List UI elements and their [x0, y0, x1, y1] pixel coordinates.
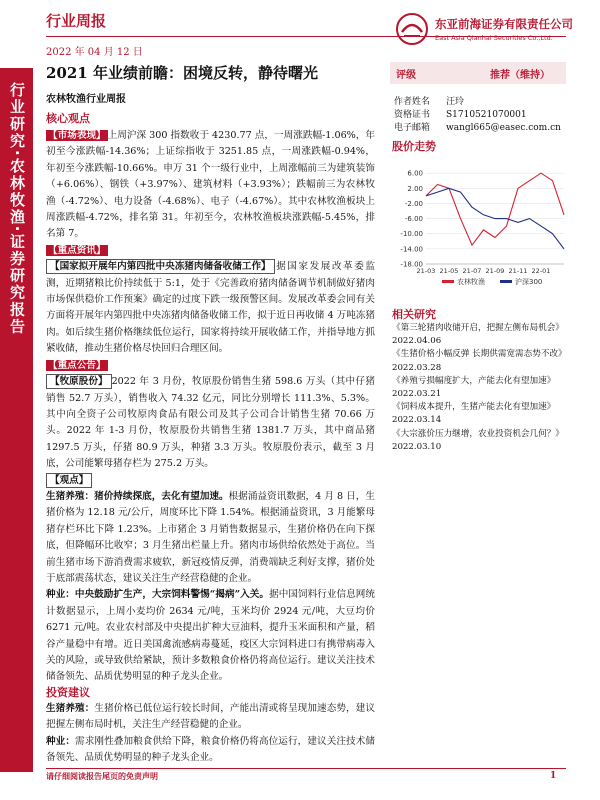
- chart-series: [426, 173, 564, 249]
- header-divider: [46, 36, 566, 37]
- company-logo: [395, 12, 573, 46]
- x-tick-label: 21-03: [416, 267, 436, 275]
- sidebar-band: [0, 68, 33, 772]
- legend-label: 农林牧渔: [457, 278, 485, 286]
- y-tick-label: -6.00: [404, 215, 423, 224]
- chart-legend: [442, 277, 542, 286]
- view-tag: 【观点】: [46, 473, 92, 488]
- analyst-email[interactable]: wangl665@easec.com.cn: [446, 123, 561, 133]
- inv-pig-text: 生猪价格已低位运行较长时间，产能出清或将呈现加速态势，建议把握左侧布局时机，关注生产经营稳健的企业。: [46, 703, 376, 731]
- analyst-value: S1710521070001: [446, 110, 527, 120]
- market-tag: 【市场表现】: [48, 130, 106, 141]
- announce-tag: 【重点公告】: [48, 359, 106, 371]
- x-tick-label: 21-09: [485, 267, 505, 275]
- inv-seed-label: 种业：: [46, 735, 76, 747]
- market-text: 上周沪深 300 指数收于 4230.77 点，一周涨跌幅-1.06%，年初至今涨跌幅-14.36%；上证综指收于 3251.85 点，一周涨跌幅-0.94%，年初至今涨跌幅-10.66%。申万 31 个一级行业中，上周涨幅前三为建筑装饰（+6.06%）、钢铁（+3.97%）、建筑材料（+3.93%）；跌幅前三为农林牧渔（-4.72%）、电力设备（-4.68%）、电子（-4.67%）。其中农林牧渔板块上周涨跌幅-4.72%，排名第 31。年初至今，农林牧渔板块涨跌幅-5.45%，排名第 7。: [46, 130, 376, 240]
- analyst-info: [394, 96, 564, 135]
- investment-body: [46, 701, 375, 767]
- page-title: 2021 年业绩前瞻：困境反转，静待曙光: [46, 64, 318, 82]
- pig-label: 生猪养殖：: [46, 490, 95, 502]
- seed-text: 据中国饲料行业信息网统计数据显示，上周小麦均价 2634 元/吨，玉米均价 2924 元/吨，大豆均价 6271 元/吨。农业农村部及中央提出扩种大豆油料，提升玉米面积和产量，稻谷产量稳中有增。近日美国禽流感病毒蔓延，疫区大宗饲料进口有携带病毒入关的风险，或导致供给紧缺，预计多数粮食价格仍将高位运行。建议关注技术储备领先、品质优势明显的种子龙头企业。: [46, 589, 376, 683]
- inv-seed-paragraph: [46, 734, 375, 767]
- related-item[interactable]: 《饲料成本提升，生猪产能去化有望加速》2022.03.14: [392, 402, 556, 426]
- analyst-row: [394, 96, 564, 109]
- core-view-body: [46, 128, 375, 686]
- focus-heading-line: [46, 243, 375, 259]
- sidebar-text: 行业研究·农林牧渔·证券研究报告: [8, 82, 26, 336]
- logo-en: East Asia Qianhai Securities Co.,Ltd.: [435, 34, 553, 42]
- analyst-key: 作者姓名: [394, 97, 431, 107]
- pig-paragraph: [46, 489, 375, 587]
- related-item[interactable]: 《大宗涨价压力继增，农业投资机会几何？》2022.03.10: [392, 428, 564, 452]
- y-tick-label: -2.00: [404, 199, 423, 208]
- pig-bold: 猪价持续探底，去化有望加速。: [94, 490, 229, 502]
- rating-label: 评级: [396, 69, 416, 81]
- inv-pig-paragraph: [46, 701, 375, 734]
- stock-trend-chart: [392, 152, 567, 292]
- page-subtitle: 农林牧渔行业周报: [46, 94, 126, 105]
- y-tick-label: 6.00: [407, 169, 423, 178]
- footer-divider: [46, 768, 566, 769]
- focus-paragraph: [46, 259, 375, 357]
- chart-y-axis: [400, 170, 423, 269]
- announce-box: 【牧原股份】: [46, 374, 112, 389]
- related-list: [392, 322, 566, 454]
- logo-emblem-icon: [395, 12, 429, 46]
- rating-row: [390, 62, 566, 84]
- x-tick-label: 21-05: [439, 267, 459, 275]
- analyst-row: [394, 122, 564, 135]
- legend-label: 沪深300: [515, 278, 543, 286]
- pig-text: 根据涌益资讯数据，4 月 8 日，生猪价格为 12.18 元/公斤，周度环比下降 1.54%。根据涌益资讯，3 月能繁母猪存栏环比下降 1.23%。上市猪企 3 月销售数据显示，生猪价格仍在向下探底，但降幅环比收窄；3 月生猪出栏量上升。猪肉市场供给依然处于高位。当前生猪市场下游消费需求疲软，新冠疫情反弹，消费端缺乏利好支撑，猪价处于底部震荡状态，建议关注生产经营稳健的企业。: [46, 490, 376, 584]
- x-tick-label: 21-07: [462, 267, 482, 275]
- legend-swatch: [442, 280, 454, 283]
- related-item[interactable]: 《生猪价格小幅反弹 长期供需宽需态势不改》2022.03.28: [392, 349, 563, 373]
- announce-paragraph: [46, 374, 375, 472]
- related-item[interactable]: 《第三轮猪肉收储开启，把握左侧布局机会》2022.04.06: [392, 323, 564, 347]
- investment-heading: 投资建议: [46, 686, 90, 699]
- announce-text: 2022 年 3 月份，牧原股份销售生猪 598.6 万头（其中仔猪销售 52.7 万头），销售收入 74.32 亿元，同比分别增长 111.3%、5.3%。其中向全资子公司牧原肉食品有限公司及其子公司合计销售生猪 70.66 万头。2022 年 1-3 月份，牧原股份共销售生猪 1381.7 万头，其中商品猪 1297.5 万头，仔猪 80.9 万头，种猪 3.3 万头。牧原股份表示，截至 3 月底，公司能繁母猪存栏为 275.2 万头。: [46, 376, 375, 470]
- core-view-heading: 核心观点: [46, 112, 90, 125]
- seed-paragraph: [46, 587, 375, 685]
- announce-heading-line: [46, 358, 375, 374]
- seed-bold: 中央鼓励扩生产，大宗饲料警惕“揭病”入关。: [74, 589, 270, 601]
- focus-tag: 【重点资讯】: [48, 244, 106, 256]
- focus-text: 据国家发展改革委监测，近期猪粮比价持续低于 5:1，处于《完善政府猪肉储备调节机制做好猪肉市场保供稳价工作预案》确定的过度下跌一级预警区间。发展改革委会同有关方面将开展年内第四批中央冻猪肉储备收储工作，拟于近日再收储 4 万吨冻猪肉。如后续生猪价格继续低位运行，国家将持续开展收储工作，并指导地方抓紧收储，推动生猪价格尽快回归合理区间。: [46, 261, 375, 355]
- chart-x-axis: [417, 267, 551, 275]
- footer-disclaimer: 请仔细阅读报告尾页的免责声明: [46, 771, 158, 781]
- view-heading-line: [46, 473, 375, 489]
- inv-seed-text: 需求刚性叠加粮食供给下降，粮食价格仍将高位运行，建议关注技术储备领先、品质优势明显的种子龙头企业。: [46, 735, 376, 764]
- stock-trend-heading: 股价走势: [392, 140, 436, 153]
- analyst-key: 电子邮箱: [394, 123, 431, 133]
- analyst-value: 汪玲: [446, 97, 465, 107]
- y-tick-label: 2.00: [407, 184, 423, 193]
- seed-label: 种业：: [46, 589, 75, 601]
- series-line: [426, 173, 564, 245]
- y-tick-label: -18.00: [400, 260, 423, 269]
- x-tick-label: 21-11: [508, 267, 528, 275]
- market-paragraph: [46, 128, 375, 243]
- y-tick-label: -14.00: [400, 245, 423, 254]
- logo-cn: 东亚前海证券有限责任公司: [435, 17, 573, 31]
- inv-pig-label: 生猪养殖：: [46, 703, 95, 714]
- report-date: 2022 年 04 月 12 日: [46, 47, 143, 58]
- legend-swatch: [500, 280, 512, 283]
- page-number: 1: [550, 771, 557, 781]
- y-tick-label: -10.00: [400, 230, 423, 239]
- report-type: 行业周报: [46, 12, 107, 30]
- related-heading: 相关研究: [392, 308, 436, 321]
- related-item[interactable]: 《养殖亏损幅度扩大，产能去化有望加速》2022.03.21: [392, 375, 556, 400]
- focus-box: 【国家拟开展年内第四批中央冻猪肉储备收储工作】: [46, 259, 275, 274]
- analyst-row: [394, 109, 564, 122]
- rating-value: 推荐（维持）: [490, 69, 550, 81]
- x-tick-label: 22-01: [531, 267, 551, 275]
- analyst-key: 资格证书: [394, 110, 431, 120]
